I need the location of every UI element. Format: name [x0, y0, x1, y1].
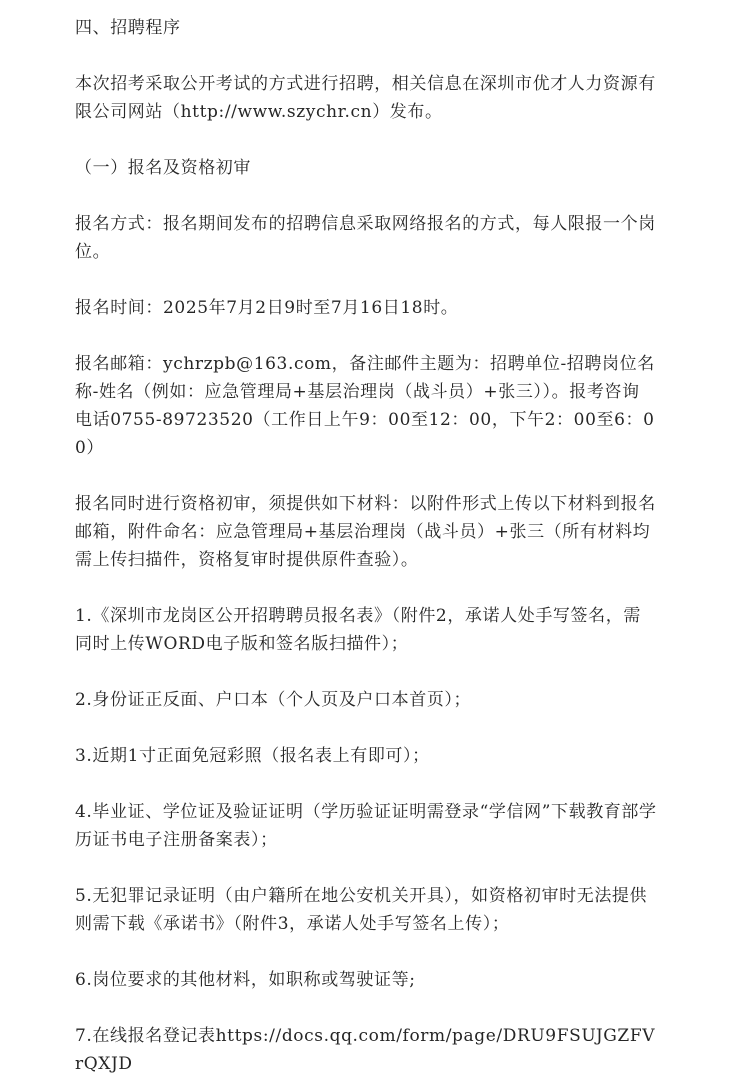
- registration-email: 报名邮箱：ychrzpb@163.com，备注邮件主题为：招聘单位-招聘岗位名称-姓名（例如：应急管理局+基层治理岗（战斗员）+张三））。报考咨询电话0755-89723520（工作日上午9：00至12：00，下午2：00至6：00）: [75, 354, 655, 458]
- list-item: 3.近期1寸正面免冠彩照（报名表上有即可）；: [75, 746, 430, 766]
- materials-intro: 报名同时进行资格初审，须提供如下材料：以附件形式上传以下材料到报名邮箱，附件命名：应急管理局+基层治理岗（战斗员）+张三（所有材料均需上传扫描件，资格复审时提供原件查验）。: [75, 494, 656, 570]
- subsection-heading: （一）报名及资格初审: [75, 158, 251, 178]
- list-item: 2.身份证正反面、户口本（个人页及户口本首页）；: [75, 690, 472, 710]
- list-item: 1.《深圳市龙岗区公开招聘聘员报名表》（附件2，承诺人处手写签名，需同时上传WORD电子版和签名版扫描件）；: [75, 606, 641, 654]
- list-item: 6.岗位要求的其他材料，如职称或驾驶证等;: [75, 970, 416, 990]
- registration-time: 报名时间：2025年7月2日9时至7月16日18时。: [75, 298, 459, 318]
- section-heading: 四、招聘程序: [75, 18, 181, 38]
- list-item: 4.毕业证、学位证及验证证明（学历验证证明需登录“学信网”下载教育部学历证书电子注册备案表）；: [75, 802, 657, 850]
- list-item: 5.无犯罪记录证明（由户籍所在地公安机关开具），如资格初审时无法提供则需下载《承诺书》（附件3，承诺人处手写签名上传）；: [75, 886, 648, 934]
- intro-paragraph: 本次招考采取公开考试的方式进行招聘，相关信息在深圳市优才人力资源有限公司网站（http://www.szychr.cn）发布。: [75, 74, 656, 122]
- registration-method: 报名方式：报名期间发布的招聘信息采取网络报名的方式，每人限报一个岗位。: [75, 214, 656, 262]
- list-item-link[interactable]: 7.在线报名登记表https://docs.qq.com/form/page/DRU9FSUJGZFVrQXJD: [75, 1026, 656, 1074]
